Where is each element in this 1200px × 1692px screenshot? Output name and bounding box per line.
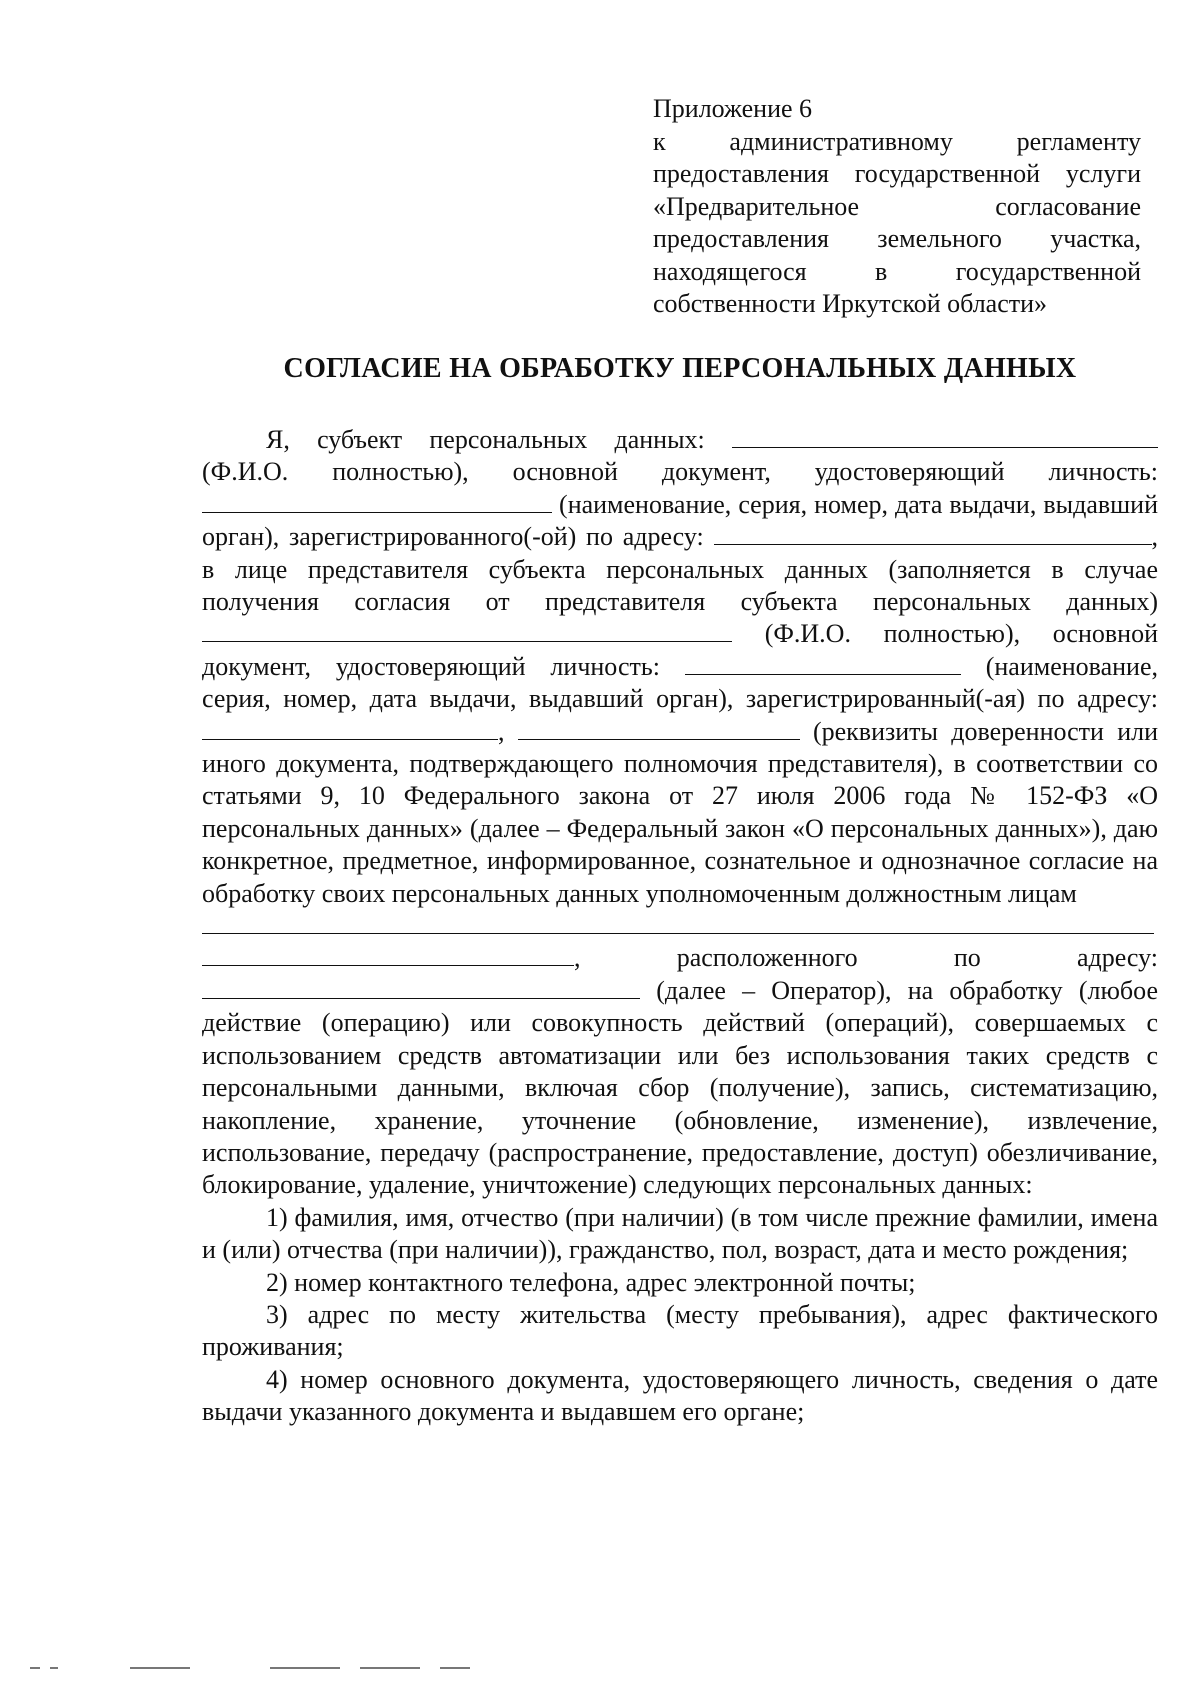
consent-text-2: (Ф.И.О. полностью), основной документ, удостоверяющий личность:: [202, 457, 1158, 487]
consent-text-6: (наименование, серия, номер, дата выдачи, выдавший орган), зарегистрированный(-ая) по адресу:: [202, 651, 1159, 714]
list-item: 3) адрес по месту жительства (месту пребывания), адрес фактического проживания;: [202, 1299, 1158, 1362]
scan-artifacts: [30, 1667, 530, 1671]
consent-text-9: , расположенного по адресу:: [574, 943, 1158, 973]
consent-paragraph: [202, 424, 1158, 910]
consent-paragraph-continued: [202, 942, 1158, 1201]
blank-id-document-subject[interactable]: [202, 490, 552, 513]
blank-fio-representative[interactable]: [202, 619, 732, 642]
blank-fio-subject[interactable]: [732, 425, 1158, 448]
list-item: 4) номер основного документа, удостоверяющего личность, сведения о дате выдачи указанного документа и выдавшем его органе;: [202, 1364, 1158, 1427]
blank-power-of-attorney[interactable]: [518, 717, 800, 740]
blank-id-document-representative[interactable]: [685, 652, 961, 675]
blank-operator-name-continued[interactable]: [202, 943, 574, 966]
consent-text: [202, 424, 1158, 1429]
annex-description: к административному регламенту предоставления государственной услуги «Предварительное согласование предоставления земельного участка, находящегося в государственной собственности Иркутской области»: [653, 126, 1141, 318]
blank-address-representative[interactable]: [202, 717, 498, 740]
consent-text-3: (наименование, серия, номер, дата выдачи, выдавший орган), зарегистрированного(-ой) по адресу:: [202, 489, 1159, 552]
consent-text-4: , в лице представителя субъекта персональных данных (заполняется в случае получения согласия от представителя субъекта персональных данных): [202, 522, 1158, 617]
consent-text-5: (Ф.И.О. полностью), основной документ, удостоверяющий личность:: [202, 619, 1158, 681]
list-item: 2) номер контактного телефона, адрес электронной почты;: [266, 1267, 916, 1297]
consent-text-8: (реквизиты доверенности или иного документа, подтверждающего полномочия представителя), в соответствии со статьями 9, 10 Федерального закона от 27 июля 2006 года № 152-ФЗ «О персональных данных» (далее – Федеральный закон «О персональных данных»), даю конкретное, предметное, информированное, сознательное и однозначное согласие на обработку своих персональных данных уполномоченным должностным лицам: [202, 716, 1158, 908]
document-title: СОГЛАСИЕ НА ОБРАБОТКУ ПЕРСОНАЛЬНЫХ ДАННЫХ: [283, 353, 1077, 384]
annex-number: Приложение 6: [653, 94, 813, 123]
annex-note: [653, 93, 1141, 321]
consent-text-7: ,: [498, 716, 505, 746]
consent-text-1: Я, субъект персональных данных:: [266, 425, 705, 454]
blank-operator-name[interactable]: [202, 910, 1154, 942]
blank-operator-address[interactable]: [202, 976, 640, 999]
list-item: 1) фамилия, имя, отчество (при наличии) (в том числе прежние фамилии, имена и (или) отчества (при наличии)), гражданство, пол, возраст, дата и место рождения;: [202, 1202, 1158, 1265]
consent-text-10: (далее – Оператор), на обработку (любое действие (операцию) или совокупность действий (операций), совершаемых с использованием средств автоматизации или без использования таких средств с персональными данными, включая сбор (получение), запись, систематизацию, накопление, хранение, уточнение (обновление, изменение), извлечение, использование, передачу (распространение, предоставление, доступ) обезличивание, блокирование, удаление, уничтожение) следующих персональных данных:: [202, 975, 1158, 1200]
blank-address-subject[interactable]: [714, 522, 1152, 545]
